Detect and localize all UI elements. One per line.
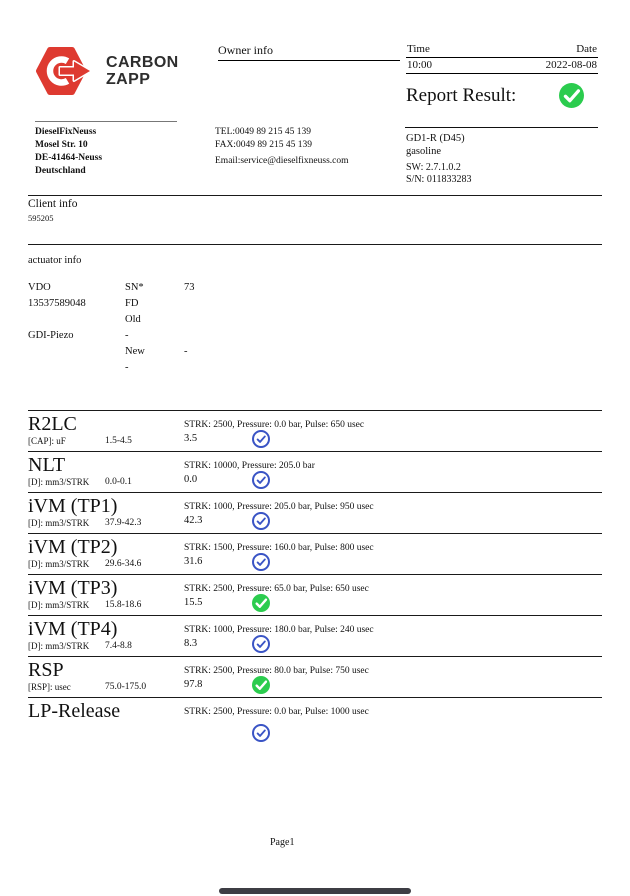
green-check-circle-icon [252, 676, 270, 694]
actuator-part-number: 13537589048 [28, 298, 86, 309]
test-parameters: STRK: 1000, Pressure: 180.0 bar, Pulse: 240 usec [184, 625, 374, 635]
time-date-value-row [406, 58, 598, 74]
date-value: 2022-08-08 [545, 59, 597, 71]
owner-street: Mosel Str. 10 [35, 140, 88, 150]
test-unit: [CAP]: uF [28, 436, 66, 446]
blue-check-circle-icon [252, 512, 270, 530]
test-range: 29.6-34.6 [105, 559, 142, 569]
client-section-divider-top [28, 195, 602, 196]
test-name: RSP [28, 659, 64, 681]
test-value: 31.6 [184, 556, 203, 567]
test-parameters: STRK: 2500, Pressure: 80.0 bar, Pulse: 750 usec [184, 666, 369, 676]
green-check-circle-icon [252, 594, 270, 612]
owner-email: Email:service@dieselfixneuss.com [215, 156, 349, 166]
test-range: 0.0-0.1 [105, 477, 132, 487]
actuator-sn-value: 73 [184, 282, 195, 293]
owner-contact [215, 126, 349, 168]
test-parameters: STRK: 10000, Pressure: 205.0 bar [184, 461, 315, 471]
owner-fax: FAX:0049 89 215 45 139 [215, 140, 312, 150]
device-model: GD1-R (D45) [406, 133, 465, 144]
device-info [406, 132, 471, 185]
test-results-table [28, 410, 602, 745]
actuator-info-heading: actuator info [28, 255, 82, 266]
test-parameters: STRK: 1000, Pressure: 205.0 bar, Pulse: 950 usec [184, 502, 374, 512]
test-row [28, 451, 602, 492]
client-section-divider-bottom [28, 244, 602, 245]
device-serial: S/N: 011833283 [406, 173, 472, 185]
blue-check-circle-icon [252, 471, 270, 489]
time-date-header-row [406, 42, 598, 58]
test-range: 7.4-8.8 [105, 641, 132, 651]
test-value: 8.3 [184, 638, 198, 649]
report-result-label: Report Result: [406, 85, 517, 106]
owner-info-heading: Owner info [218, 43, 273, 57]
test-name: R2LC [28, 413, 77, 435]
test-row [28, 533, 602, 574]
test-row [28, 697, 602, 745]
device-sub [406, 162, 471, 185]
test-unit: [RSP]: usec [28, 682, 71, 692]
test-parameters: STRK: 2500, Pressure: 0.0 bar, Pulse: 650 usec [184, 420, 365, 430]
test-value: 15.5 [184, 597, 203, 608]
actuator-sn-label: SN* [125, 282, 144, 293]
carbon-zapp-logo [36, 46, 179, 96]
logo-line2: ZAPP [106, 71, 151, 88]
actuator-old-label: Old [125, 314, 141, 325]
test-parameters: STRK: 2500, Pressure: 65.0 bar, Pulse: 650 usec [184, 584, 369, 594]
client-number: 595205 [28, 213, 54, 223]
test-range: 1.5-4.5 [105, 436, 132, 446]
page-number-label: Page1 [270, 837, 295, 848]
logo-wordmark [106, 54, 179, 88]
date-label: Date [576, 43, 597, 55]
actuator-trailing-dash: - [125, 362, 129, 373]
test-name: NLT [28, 454, 66, 476]
actuator-new-label: New [125, 346, 145, 357]
home-indicator-handle[interactable] [219, 888, 411, 894]
test-name: iVM (TP1) [28, 495, 118, 517]
test-name: iVM (TP4) [28, 618, 118, 640]
test-range: 15.8-18.6 [105, 600, 142, 610]
device-divider [405, 127, 598, 128]
test-unit: [D]: mm3/STRK [28, 559, 90, 569]
test-unit: [D]: mm3/STRK [28, 518, 90, 528]
owner-country: Deutschland [35, 166, 86, 176]
blue-check-circle-icon [252, 635, 270, 653]
test-row [28, 410, 602, 451]
address-divider [35, 121, 177, 122]
test-value: 0.0 [184, 474, 198, 485]
owner-info-underline [218, 60, 400, 61]
test-name: iVM (TP3) [28, 577, 118, 599]
carbon-zapp-logo-icon [36, 46, 98, 96]
test-row [28, 615, 602, 656]
test-name: LP-Release [28, 700, 121, 722]
time-label: Time [407, 43, 430, 55]
test-row [28, 492, 602, 533]
test-value: 42.3 [184, 515, 203, 526]
actuator-brand: VDO [28, 282, 51, 293]
device-software: SW: 2.7.1.0.2 [406, 162, 461, 173]
device-fuel: gasoline [406, 146, 441, 157]
green-check-icon [559, 83, 584, 108]
test-row [28, 656, 602, 697]
test-parameters: STRK: 2500, Pressure: 0.0 bar, Pulse: 1000 usec [184, 707, 369, 717]
owner-address [35, 126, 102, 178]
blue-check-circle-icon [252, 430, 270, 448]
time-value: 10:00 [407, 59, 433, 71]
client-info-heading: Client info [28, 198, 78, 210]
blue-check-circle-icon [252, 724, 270, 742]
actuator-old-value: - [125, 330, 129, 341]
test-range: 75.0-175.0 [105, 682, 147, 692]
test-value: 97.8 [184, 679, 203, 690]
test-unit: [D]: mm3/STRK [28, 600, 90, 610]
time-date-block [406, 42, 598, 74]
test-parameters: STRK: 1500, Pressure: 160.0 bar, Pulse: 800 usec [184, 543, 374, 553]
actuator-type: GDI-Piezo [28, 330, 74, 341]
test-row [28, 574, 602, 615]
actuator-new-value: - [184, 346, 188, 357]
blue-check-circle-icon [252, 553, 270, 571]
test-unit: [D]: mm3/STRK [28, 641, 90, 651]
test-unit: [D]: mm3/STRK [28, 477, 90, 487]
actuator-fd-label: FD [125, 298, 139, 309]
test-name: iVM (TP2) [28, 536, 118, 558]
owner-city: DE-41464-Neuss [35, 153, 103, 163]
test-value: 3.5 [184, 433, 198, 444]
test-range: 37.9-42.3 [105, 518, 142, 528]
logo-line1: CARBON [106, 54, 179, 71]
owner-name: DieselFixNeuss [35, 127, 97, 137]
owner-tel: TEL:0049 89 215 45 139 [215, 127, 312, 137]
